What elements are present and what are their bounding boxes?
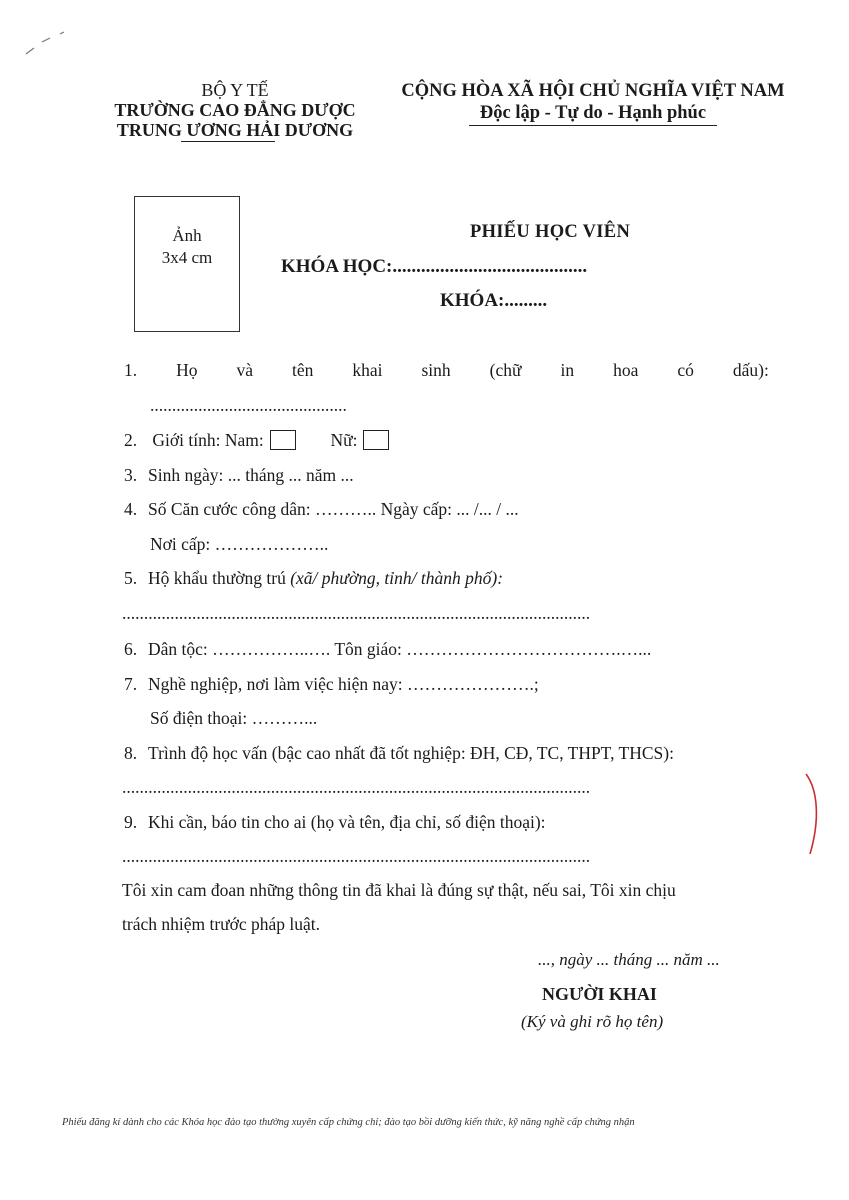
question-ethnicity-religion[interactable] bbox=[124, 639, 651, 660]
question-education bbox=[124, 743, 674, 764]
occupation-text: Nghề nghiệp, nơi làm việc hiện nay: ………………….; bbox=[148, 674, 539, 694]
id-card-text: Số Căn cước công dân: ……….. Ngày cấp: ... /... / ... bbox=[148, 499, 519, 519]
gender-male-label: Giới tính: Nam: bbox=[152, 430, 264, 450]
phone-field[interactable]: Số điện thoại: ………... bbox=[150, 708, 318, 728]
q1-word: (chữ bbox=[489, 360, 522, 380]
signature-date: ..., ngày ... tháng ... năm ... bbox=[538, 950, 720, 969]
national-motto: Độc lập - Tự do - Hạnh phúc bbox=[479, 103, 707, 123]
q4-number: 4. bbox=[124, 499, 138, 519]
class-field[interactable]: KHÓA:......... bbox=[440, 290, 548, 311]
footnote: Phiếu đăng kí dành cho các Khóa học đào tạo thường xuyên cấp chứng chỉ; đào tạo bồi dưỡng kiến thức, kỹ năng nghề cấp chứng nhận bbox=[62, 1117, 635, 1128]
q1-number: 1. bbox=[124, 360, 138, 380]
id-card-place-field[interactable]: Nơi cấp: ……………….. bbox=[150, 534, 329, 554]
course-field[interactable]: KHÓA HỌC:......................................... bbox=[281, 256, 588, 277]
residence-hint: (xã/ phường, tỉnh/ thành phố): bbox=[290, 568, 504, 588]
question-birthdate[interactable] bbox=[124, 465, 354, 486]
declaration-line1: Tôi xin cam đoan những thông tin đã khai là đúng sự thật, nếu sai, Tôi xin chịu bbox=[122, 880, 676, 900]
form-title: PHIẾU HỌC VIÊN bbox=[470, 222, 631, 242]
q1-word: có bbox=[677, 360, 694, 380]
question-id-card[interactable] bbox=[124, 499, 519, 520]
question-gender bbox=[124, 430, 389, 451]
motto-underline bbox=[469, 125, 717, 126]
residence-field[interactable]: ........................................................................................................... bbox=[122, 603, 591, 623]
q6-number: 6. bbox=[124, 639, 138, 659]
question-residence bbox=[124, 568, 503, 589]
photo-placeholder bbox=[134, 196, 240, 332]
q1-word: và bbox=[236, 360, 254, 380]
q7-number: 7. bbox=[124, 674, 138, 694]
photo-size: 3x4 cm bbox=[161, 248, 213, 267]
q1-word: Họ bbox=[176, 360, 198, 380]
declaration-line2: trách nhiệm trước pháp luật. bbox=[122, 914, 321, 934]
red-pen-mark bbox=[800, 770, 830, 860]
q1-word: dấu): bbox=[732, 360, 769, 380]
residence-label: Hộ khẩu thường trú bbox=[148, 568, 286, 588]
gender-female-checkbox[interactable] bbox=[363, 430, 389, 450]
q1-word: tên bbox=[292, 360, 314, 380]
school-name-line1: TRƯỜNG CAO ĐẲNG DƯỢC bbox=[114, 100, 356, 120]
q1-word: sinh bbox=[421, 360, 451, 380]
signature-note: (Ký và ghi rõ họ tên) bbox=[521, 1012, 664, 1031]
q9-number: 9. bbox=[124, 812, 138, 832]
emergency-contact-label: Khi cần, báo tin cho ai (họ và tên, địa chỉ, số điện thoại): bbox=[148, 812, 546, 832]
education-field[interactable]: ........................................................................................................... bbox=[122, 777, 591, 797]
country-name: CỘNG HÒA XÃ HỘI CHỦ NGHĨA VIỆT NAM bbox=[401, 81, 785, 101]
gender-female-label: Nữ: bbox=[330, 430, 358, 450]
full-name-field[interactable]: ............................................. bbox=[150, 395, 347, 415]
school-name-line2: TRUNG ƯƠNG HẢI DƯƠNG bbox=[116, 120, 354, 140]
ministry-name: BỘ Y TẾ bbox=[201, 80, 269, 100]
question-emergency-contact bbox=[124, 812, 546, 833]
photo-label: Ảnh bbox=[172, 226, 202, 245]
gender-male-checkbox[interactable] bbox=[270, 430, 296, 450]
birthdate-text: Sinh ngày: ... tháng ... năm ... bbox=[148, 465, 354, 485]
q5-number: 5. bbox=[124, 568, 138, 588]
q1-word: khai bbox=[352, 360, 383, 380]
signature-title: NGƯỜI KHAI bbox=[542, 984, 657, 1004]
q1-word: in bbox=[560, 360, 575, 380]
q2-number: 2. bbox=[124, 430, 138, 450]
scan-mark-top-left bbox=[20, 30, 70, 60]
q8-number: 8. bbox=[124, 743, 138, 763]
q3-number: 3. bbox=[124, 465, 138, 485]
education-label: Trình độ học vấn (bậc cao nhất đã tốt nghiệp: ĐH, CĐ, TC, THPT, THCS): bbox=[148, 743, 674, 763]
issuer-underline bbox=[181, 141, 275, 142]
question-full-name bbox=[124, 360, 769, 381]
q1-word: hoa bbox=[613, 360, 639, 380]
ethnicity-religion-text: Dân tộc: ……………..…. Tôn giáo: ……………………………….…... bbox=[148, 639, 652, 659]
question-occupation[interactable] bbox=[124, 674, 539, 695]
emergency-contact-field[interactable]: ........................................................................................................... bbox=[122, 846, 591, 866]
issuer-block bbox=[100, 80, 370, 142]
national-header bbox=[388, 80, 798, 126]
